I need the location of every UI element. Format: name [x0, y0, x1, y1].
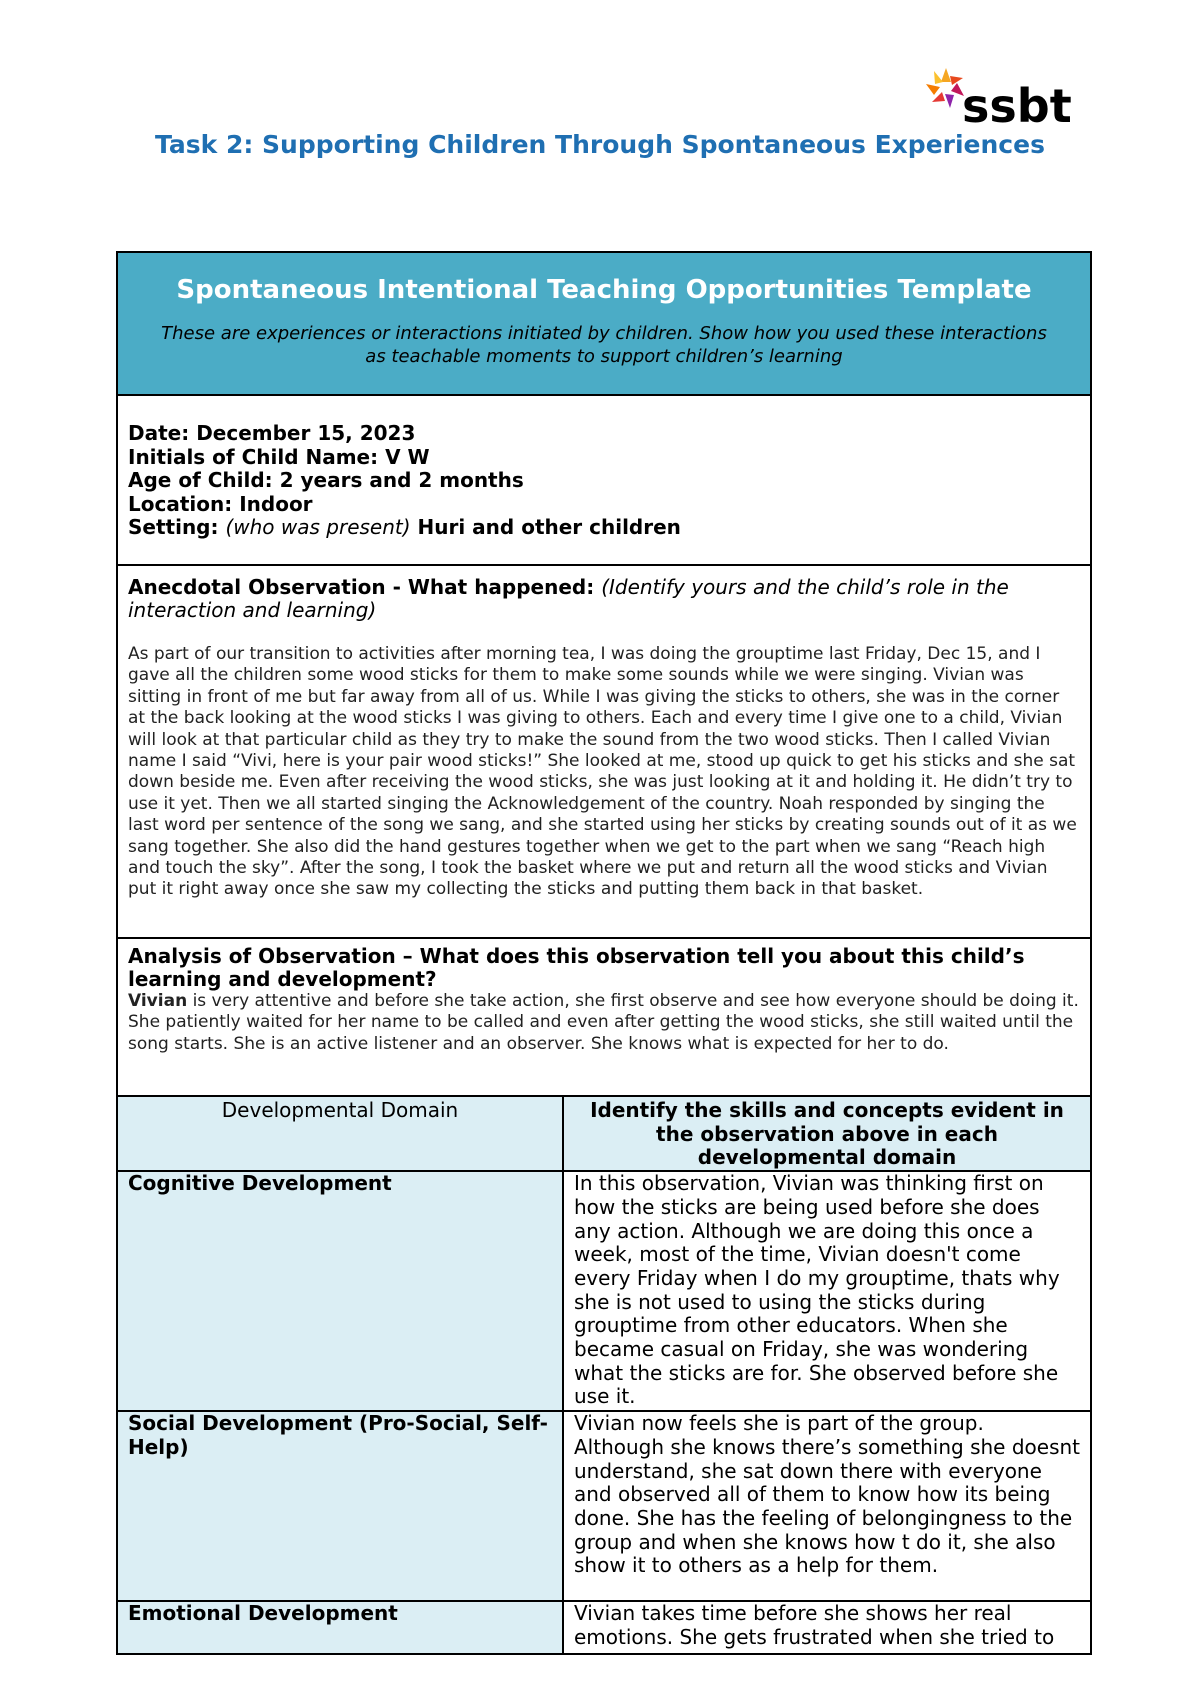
location-line	[128, 493, 1080, 517]
anecdotal-observation-section	[118, 566, 1090, 939]
age-line	[128, 469, 1080, 493]
template-table	[116, 251, 1092, 1655]
developmental-domain-table	[118, 1097, 1090, 1653]
domain-name: Emotional Development	[118, 1601, 563, 1653]
domain-row	[118, 1411, 1090, 1601]
setting-line	[128, 516, 1080, 540]
domain-name: Cognitive Development	[118, 1171, 563, 1411]
analysis-section	[118, 939, 1090, 1097]
svg-text:ssbt: ssbt	[962, 79, 1072, 132]
domain-table-header	[118, 1097, 1090, 1171]
domain-row	[118, 1601, 1090, 1653]
analysis-child-name: Vivian	[128, 991, 188, 1011]
ssbt-logo	[918, 62, 1078, 132]
anecdotal-heading: Anecdotal Observation - What happened:	[128, 575, 602, 599]
col-skills-header: Identify the skills and concepts evident in the observation above in each developmental domain	[563, 1097, 1090, 1171]
child-info-section	[118, 396, 1090, 566]
initials-line	[128, 446, 1080, 470]
initials-label: Initials of Child Name:	[128, 444, 386, 469]
age-value: 2 years and 2 months	[279, 468, 524, 492]
domain-text: Vivian takes time before she shows her real emotions. She gets frustrated when she tried to	[574, 1601, 1055, 1649]
domain-text: Vivian now feels she is part of the group. Although she knows there’s something she doesnt understand, she sat down there with everyone and observed all of them to know how its being done. She has the feeling of belongingness to the group and when she knows how t do it, she also show it to others as a help for them.	[574, 1411, 1081, 1578]
template-header	[118, 253, 1090, 396]
setting-value: Huri and other children	[410, 515, 681, 539]
date-value: December 15, 2023	[196, 421, 416, 445]
age-label: Age of Child:	[128, 468, 280, 492]
location-label: Location:	[128, 491, 240, 516]
anecdotal-body: As part of our transition to activities after morning tea, I was doing the grouptime last Friday, Dec 15, and I gave all the children some wood sticks for them to make some sounds while we were singing. Vivian was sitting in front of me but far away from all of us. While I was giving the sticks to others, she was in the corner at the back looking at the wood sticks I was giving to others. Each and every time I give one to a child, Vivian will look at that particular child as they try to make the sound from the two wood sticks. Then I called Vivian name I said “Vivi, here is your pair wood sticks!” She looked at me, stood up quick to get his sticks and she sat down beside me. Even after receiving the wood sticks, she was just looking at it and holding it. He didn’t try to use it yet. Then we all started singing the Acknowledgement of the country. Noah responded by singing the last word per sentence of the song we sang, and she started using her sticks by creating sounds out of it as we sang together. She also did the hand gestures together when we get to the part when we sang “Reach high and touch the sky”. After the song, I took the basket where we put and return all the wood sticks and Vivian put it right away once she saw my collecting the sticks and putting them back in that basket.	[128, 644, 1077, 900]
ssbt-logo-graphic	[918, 62, 1078, 132]
analysis-heading: Analysis of Observation – What does this observation tell you about this child’s learning and development?	[128, 944, 1025, 991]
task-title: Task 2: Supporting Children Through Spontaneous Experiences	[155, 130, 1045, 159]
analysis-body-line	[128, 991, 1080, 1055]
setting-note: (who was present)	[225, 515, 411, 539]
location-value: Indoor	[239, 491, 313, 516]
col-domain-header: Developmental Domain	[118, 1097, 563, 1171]
template-subtitle: These are experiences or interactions initiated by children. Show how you used these interactions as teachable moments to support children’s learning	[161, 323, 1047, 367]
setting-label: Setting:	[128, 515, 226, 539]
analysis-body: is very attentive and before she take action, she first observe and see how everyone should be doing it. She patiently waited for her name to be called and even after getting the wood sticks, she still waited until the song starts. She is an active listener and an observer. She knows what is expected for her to do.	[128, 991, 1079, 1054]
anecdotal-heading-note: (Identify yours and the child’s role in the interaction and learning)	[128, 575, 1009, 622]
template-title: Spontaneous Intentional Teaching Opportunities Template	[176, 275, 1032, 305]
domain-name: Social Development (Pro-Social, Self-Help)	[118, 1411, 563, 1601]
anecdotal-heading-line	[128, 576, 1080, 622]
domain-text: In this observation, Vivian was thinking first on how the sticks are being used before she does any action. Although we are doing this once a week, most of the time, Vivian doesn't come every Friday when I do my grouptime, thats why she is not used to using the sticks during grouptime from other educators. When she became casual on Friday, she was wondering what the sticks are for. She observed before she use it.	[574, 1171, 1060, 1409]
date-label: Date:	[128, 421, 197, 445]
initials-value: V W	[385, 444, 430, 469]
date-line	[128, 422, 1080, 446]
domain-row	[118, 1171, 1090, 1411]
